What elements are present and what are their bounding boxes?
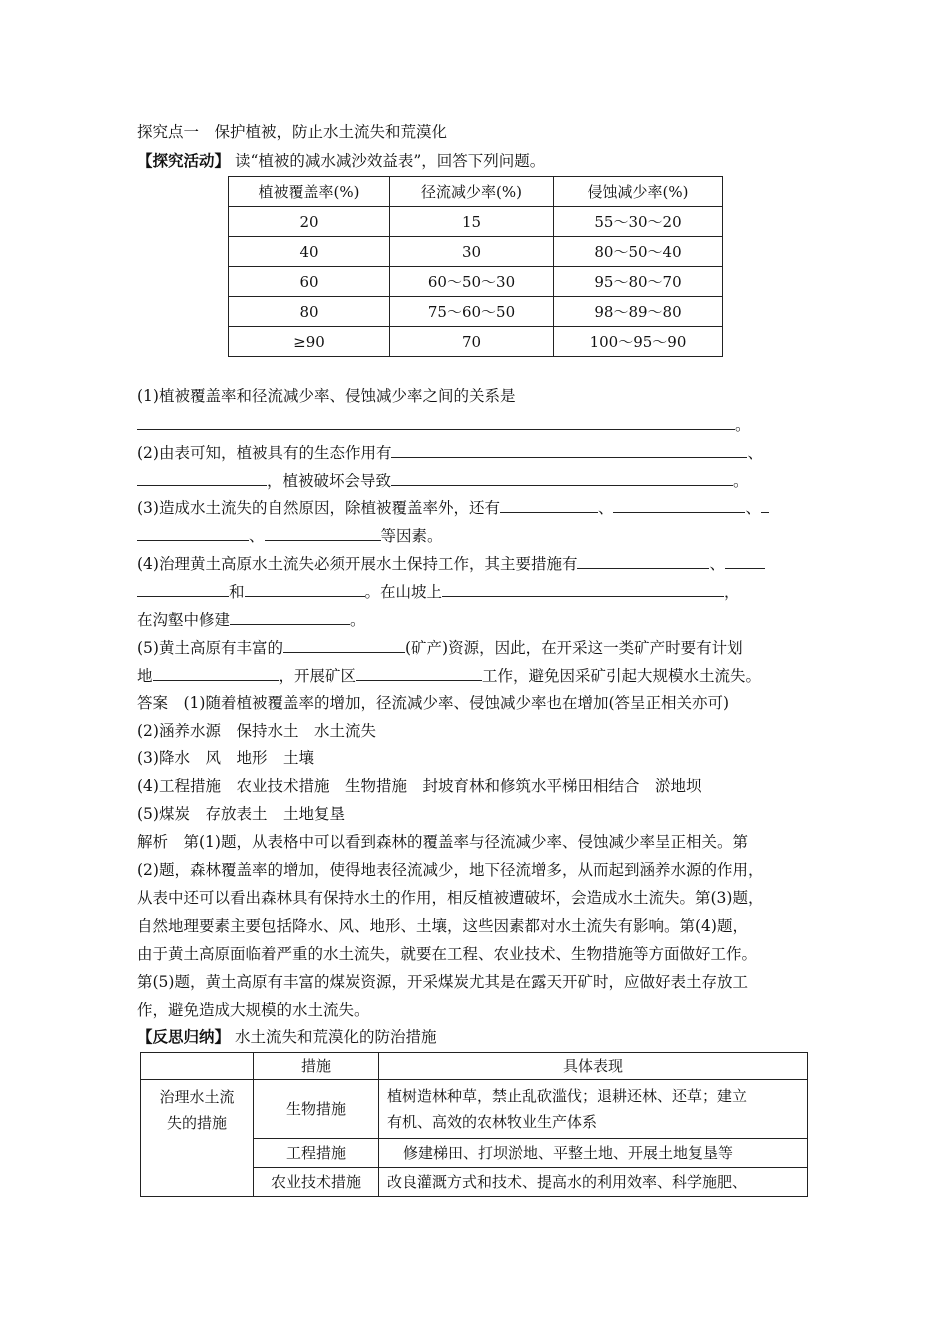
activity-prompt: 读“植被的减水减沙效益表”，回答下列问题。: [234, 152, 546, 170]
answer-blank[interactable]: [613, 497, 745, 513]
table-cell: 植树造林种草，禁止乱砍滥伐；退耕还林、还草；建立 有机、高效的农林牧业生产体系: [379, 1080, 808, 1139]
table-header-row: [141, 1053, 808, 1080]
activity-tag: 【探究活动】: [137, 151, 231, 170]
table-row: [229, 207, 723, 237]
activity-line: [137, 151, 545, 171]
table-cell: 生物措施: [254, 1080, 379, 1139]
question-2-line-2: ，植被破坏会导致 。: [137, 470, 749, 491]
analysis-line: 第(5)题，黄土高原有丰富的煤炭资源，开采煤炭尤其是在露天开矿时，应做好表土存放工: [137, 973, 748, 991]
question-4-line-1: (4)治理黄土高原水土流失必须开展水土保持工作，其主要措施有 、: [137, 553, 765, 574]
table-header: 径流减少率(%): [390, 177, 554, 207]
table-cell: ≥90: [229, 327, 390, 357]
table-cell: 80～50～40: [554, 237, 723, 267]
question-1: (1)植被覆盖率和径流减少率、侵蚀减少率之间的关系是: [137, 387, 516, 405]
answer-blank[interactable]: [442, 581, 724, 597]
reflection-title: 水土流失和荒漠化的防治措施: [234, 1028, 437, 1046]
question-5-line-2: 地 ，开展矿区 工作，避免因采矿引起大规模水土流失。: [137, 667, 762, 685]
answer-blank[interactable]: [283, 637, 405, 653]
table-cell: 20: [229, 207, 390, 237]
analysis-line: 从表中还可以看出森林具有保持水土的作用，相反植被遭破坏，会造成水土流失。第(3)题，: [137, 889, 764, 907]
answer-blank[interactable]: [153, 665, 279, 681]
answer-line: 答案 (1)随着植被覆盖率的增加，径流减少率、侵蚀减少率也在增加(答呈正相关亦可): [137, 694, 730, 712]
answer-blank[interactable]: [500, 497, 598, 513]
table-group-label: 治理水土流 失的措施: [141, 1080, 254, 1197]
answer-blank[interactable]: [577, 553, 709, 569]
section-title: 探究点一 保护植被，防止水土流失和荒漠化: [137, 123, 448, 141]
table-cell: 工程措施: [254, 1139, 379, 1168]
table-row: [229, 327, 723, 357]
table-cell: 98～89～80: [554, 297, 723, 327]
prevention-measures-table: [140, 1052, 808, 1197]
answer-line: (3)降水 风 地形 土壤: [137, 749, 314, 767]
table-cell: 改良灌溉方式和技术、提高水的利用效率、科学施肥、: [379, 1168, 808, 1197]
answer-blank[interactable]: [137, 470, 267, 486]
answer-blank[interactable]: [391, 470, 733, 486]
table-row: [229, 267, 723, 297]
question-3-line-2: 、 等因素。: [137, 525, 443, 546]
table-cell: 95～80～70: [554, 267, 723, 297]
analysis-line: 自然地理要素主要包括降水、风、地形、土壤，这些因素都对水土流失有影响。第(4)题，: [137, 917, 748, 935]
analysis-line: 作，避免造成大规模的水土流失。: [137, 1001, 370, 1019]
reflection-tag: 【反思归纳】: [137, 1027, 231, 1046]
table-row: [229, 237, 723, 267]
table-cell: 100～95～90: [554, 327, 723, 357]
table-cell: 60: [229, 267, 390, 297]
answer-blank[interactable]: [230, 609, 350, 625]
answer-line: (4)工程措施 农业技术措施 生物措施 封坡育林和修筑水平梯田相结合 淤地坝: [137, 777, 702, 795]
table-cell: 30: [390, 237, 554, 267]
table-cell: 70: [390, 327, 554, 357]
table-header-row: [229, 177, 723, 207]
table-row: [141, 1080, 808, 1139]
table-cell: 80: [229, 297, 390, 327]
reflection-line: [137, 1027, 436, 1047]
answer-blank[interactable]: [137, 581, 229, 597]
table-row: [229, 297, 723, 327]
table-header: 具体表现: [379, 1053, 808, 1080]
table-header: [141, 1053, 254, 1080]
table-cell: 55～30～20: [554, 207, 723, 237]
table-cell: 农业技术措施: [254, 1168, 379, 1197]
table-header: 侵蚀减少率(%): [554, 177, 723, 207]
answer-blank[interactable]: [137, 414, 735, 430]
table-header: 植被覆盖率(%): [229, 177, 390, 207]
answer-blank[interactable]: [137, 525, 249, 541]
answer-line: (2)涵养水源 保持水土 水土流失: [137, 722, 376, 740]
question-4-line-3: 在沟壑中修建 。: [137, 611, 366, 629]
question-1-answer-line: 。: [137, 414, 751, 435]
vegetation-benefit-table: [228, 176, 723, 357]
table-cell: 75～60～50: [390, 297, 554, 327]
answer-line: (5)煤炭 存放表土 土地复垦: [137, 805, 345, 823]
answer-blank[interactable]: [245, 581, 365, 597]
analysis-line: (2)题，森林覆盖率的增加，使得地表径流减少，地下径流增多，从而起到涵养水源的作用，: [137, 861, 764, 879]
question-5-line-1: (5)黄土高原有丰富的 (矿产)资源，因此，在开采这一类矿产时要有计划: [137, 639, 743, 657]
table-cell: 40: [229, 237, 390, 267]
table-cell: 60～50～30: [390, 267, 554, 297]
analysis-line: 解析 第(1)题，从表格中可以看到森林的覆盖率与径流减少率、侵蚀减少率呈正相关。第: [137, 833, 748, 851]
analysis-line: 由于黄土高原面临着严重的水土流失，就要在工程、农业技术、生物措施等方面做好工作。: [137, 945, 758, 963]
answer-blank[interactable]: [725, 553, 765, 569]
table-cell: 修建梯田、打坝淤地、平整土地、开展土地复垦等: [379, 1139, 808, 1168]
table-header: 措施: [254, 1053, 379, 1080]
answer-blank[interactable]: [265, 525, 381, 541]
question-4-line-2: 和 。在山坡上 ，: [137, 581, 740, 602]
question-2-line-1: (2)由表可知，植被具有的生态作用有 、: [137, 444, 763, 462]
answer-blank[interactable]: [761, 497, 769, 513]
answer-blank[interactable]: [356, 665, 482, 681]
table-cell: 15: [390, 207, 554, 237]
answer-blank[interactable]: [391, 442, 747, 458]
question-3-line-1: (3)造成水土流失的自然原因，除植被覆盖率外，还有 、 、: [137, 497, 769, 518]
